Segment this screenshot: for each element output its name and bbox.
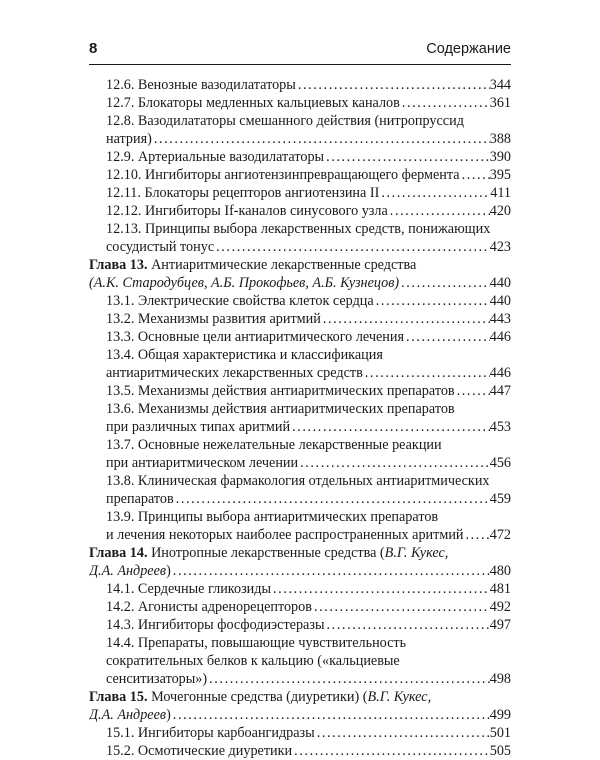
toc-text (106, 202, 388, 220)
toc-title: 14.3. Ингибиторы фосфодиэстеразы (106, 617, 325, 633)
toc-page-number: 446 (489, 365, 511, 381)
toc-page-number: 440 (489, 275, 511, 291)
page-number: 8 (89, 40, 98, 57)
dot-leader (379, 184, 490, 202)
dot-leader (464, 526, 490, 544)
toc-title: 13.6. Механизмы действия антиаритмических препаратов (106, 401, 455, 417)
toc-text (106, 166, 460, 184)
toc-line (89, 112, 511, 130)
toc-section[interactable] (89, 328, 511, 346)
toc-line (89, 94, 511, 112)
toc-title: сосудистый тонус (106, 239, 215, 255)
toc-line (89, 202, 511, 220)
toc-section[interactable] (89, 472, 511, 508)
toc-tail: ) (166, 707, 171, 723)
toc-title: натрия) (106, 131, 152, 147)
toc-chapter[interactable] (89, 544, 511, 580)
toc-title: при антиаритмическом лечении (106, 455, 299, 471)
toc-title: препаратов (106, 491, 174, 507)
toc-page-number: 420 (489, 203, 511, 219)
dot-leader (324, 616, 489, 634)
toc-line (89, 292, 511, 310)
toc-line (89, 670, 511, 688)
dot-leader (292, 742, 490, 760)
toc-title: Антиаритмические лекарственные средства (151, 257, 417, 273)
dot-leader (455, 382, 490, 400)
dot-leader (298, 454, 490, 472)
toc-line (89, 382, 511, 400)
dot-leader (388, 202, 490, 220)
toc-text (106, 76, 296, 94)
toc-line (89, 706, 511, 724)
running-header (89, 40, 511, 64)
toc-tail: ) (166, 563, 171, 579)
toc-title: сенситизаторы») (106, 671, 208, 687)
dot-leader (321, 310, 490, 328)
toc-title: 13.7. Основные нежелательные лекарственные реакции (106, 437, 442, 453)
toc-section[interactable] (89, 166, 511, 184)
toc-page-number: 446 (489, 329, 511, 345)
dot-leader (404, 328, 490, 346)
toc-line (89, 472, 511, 490)
toc-page-number: 388 (489, 131, 511, 147)
toc-authors: В.Г. Кукес, (384, 545, 449, 561)
toc-title: 14.1. Сердечные гликозиды (106, 581, 272, 597)
toc-chapter[interactable] (89, 256, 511, 292)
toc-title: 13.2. Механизмы развития аритмий (106, 311, 321, 327)
toc-title: 14.2. Агонисты адренорецепторов (106, 599, 312, 615)
toc-text (106, 130, 152, 148)
toc-line (89, 364, 511, 382)
toc-line (89, 634, 511, 652)
toc-section[interactable] (89, 310, 511, 328)
toc-line (89, 220, 511, 238)
toc-text (106, 292, 374, 310)
dot-leader (399, 274, 490, 292)
toc-title: 12.6. Венозные вазодилататоры (106, 77, 296, 93)
toc-text (106, 634, 406, 652)
toc-section[interactable] (89, 94, 511, 112)
toc-title: 12.12. Ингибиторы If-каналов синусового узла (106, 203, 388, 219)
toc-page-number: 453 (489, 419, 511, 435)
toc-title: 15.2. Осмотические диуретики (106, 743, 293, 759)
toc-page-number: 505 (489, 743, 511, 759)
toc-section[interactable] (89, 220, 511, 256)
toc-page-number: 390 (489, 149, 511, 165)
toc-title: антиаритмических лекарственных средств (106, 365, 363, 381)
toc-page-number: 501 (489, 725, 511, 741)
toc-title: Инотропные лекарственные средства ( (151, 545, 385, 561)
toc-section[interactable] (89, 436, 511, 472)
toc-text (106, 310, 321, 328)
toc-section[interactable] (89, 400, 511, 436)
toc-line (89, 238, 511, 256)
toc-page-number: 499 (489, 707, 511, 723)
toc-line (89, 490, 511, 508)
toc-page-number: 497 (489, 617, 511, 633)
toc-text (89, 562, 171, 580)
toc-text (106, 238, 214, 256)
dot-leader (460, 166, 490, 184)
toc-text (89, 274, 399, 292)
dot-leader (324, 148, 490, 166)
toc-line (89, 742, 511, 760)
toc-section[interactable] (89, 148, 511, 166)
chapter-label: Глава 13. (89, 257, 148, 273)
toc-line (89, 418, 511, 436)
toc-line (89, 508, 511, 526)
toc-text (106, 364, 363, 382)
toc-title: 15.1. Ингибиторы карбоангидразы (106, 725, 315, 741)
toc-line (89, 544, 511, 562)
chapter-label: Глава 15. (89, 689, 148, 705)
dot-leader (174, 490, 490, 508)
toc-page-number: 411 (490, 185, 511, 201)
toc-title: и лечения некоторых наиболее распространенных аритмий (106, 527, 464, 543)
toc-text (89, 706, 171, 724)
dot-leader (363, 364, 490, 382)
toc-line (89, 166, 511, 184)
toc-text (106, 670, 207, 688)
toc-text (106, 328, 404, 346)
header-rule (89, 64, 511, 65)
toc-text (106, 742, 292, 760)
toc-text (106, 652, 400, 670)
toc-page-number: 498 (489, 671, 511, 687)
toc-text (106, 382, 455, 400)
toc-title: Д.А. Андреев (89, 563, 167, 579)
toc-section[interactable] (89, 508, 511, 544)
toc-title: 13.8. Клиническая фармакология отдельных антиаритмических (106, 473, 490, 489)
toc-title: 13.5. Механизмы действия антиаритмических препаратов (106, 383, 455, 399)
toc-line (89, 400, 511, 418)
dot-leader (214, 238, 490, 256)
toc-title: 12.10. Ингибиторы ангиотензинпревращающего фермента (106, 167, 460, 183)
toc-page-number: 456 (489, 455, 511, 471)
toc-title: (А.К. Стародубцев, А.Б. Прокофьев, А.Б. Кузнецов) (89, 275, 400, 291)
toc-line (89, 328, 511, 346)
toc-title: 13.4. Общая характеристика и классификация (106, 347, 383, 363)
toc-section[interactable] (89, 202, 511, 220)
dot-leader (315, 724, 490, 742)
toc-page-number: 481 (489, 581, 511, 597)
dot-leader (207, 670, 490, 688)
toc-text (106, 436, 442, 454)
toc-line (89, 724, 511, 742)
toc-line (89, 274, 511, 292)
toc-line (89, 454, 511, 472)
toc-page-number: 443 (489, 311, 511, 327)
toc-line (89, 616, 511, 634)
toc-text (106, 220, 490, 238)
toc-text (106, 94, 400, 112)
toc-section[interactable] (89, 598, 511, 616)
dot-leader (312, 598, 490, 616)
toc-line (89, 526, 511, 544)
toc-line (89, 436, 511, 454)
toc-line (89, 130, 511, 148)
toc-text (89, 256, 416, 274)
toc-chapter[interactable] (89, 688, 511, 724)
dot-leader (152, 130, 490, 148)
dot-leader (290, 418, 490, 436)
toc-text (106, 580, 271, 598)
toc-title: 12.7. Блокаторы медленных кальциевых каналов (106, 95, 400, 111)
toc-section[interactable] (89, 76, 511, 94)
toc-line (89, 346, 511, 364)
dot-leader (296, 76, 490, 94)
toc-text (106, 472, 490, 490)
toc-page-number: 423 (489, 239, 511, 255)
toc-title: 14.4. Препараты, повышающие чувствительность (106, 635, 407, 651)
toc-page-number: 440 (489, 293, 511, 309)
toc-text (106, 418, 290, 436)
toc-title: сократительных белков к кальцию («кальциевые (106, 653, 400, 669)
toc-text (106, 112, 464, 130)
toc-page-number: 480 (489, 563, 511, 579)
toc-line (89, 562, 511, 580)
toc-page-number: 459 (489, 491, 511, 507)
section-title: Содержание (426, 41, 511, 57)
toc-text (106, 724, 315, 742)
toc-line (89, 148, 511, 166)
toc-text (89, 688, 431, 706)
toc-text (106, 490, 174, 508)
table-of-contents (89, 76, 511, 760)
toc-section[interactable] (89, 292, 511, 310)
dot-leader (400, 94, 490, 112)
toc-text (106, 346, 383, 364)
toc-section[interactable] (89, 742, 511, 760)
toc-section[interactable] (89, 724, 511, 742)
toc-text (106, 148, 324, 166)
toc-text (106, 526, 464, 544)
toc-text (106, 454, 298, 472)
toc-text (106, 598, 312, 616)
toc-line (89, 184, 511, 202)
toc-title: 13.3. Основные цели антиаритмического лечения (106, 329, 404, 345)
dot-leader (171, 706, 490, 724)
dot-leader (374, 292, 490, 310)
toc-section[interactable] (89, 616, 511, 634)
toc-page-number: 344 (489, 77, 511, 93)
toc-title: Д.А. Андреев (89, 707, 167, 723)
toc-section[interactable] (89, 382, 511, 400)
toc-section[interactable] (89, 184, 511, 202)
toc-title: при различных типах аритмий (106, 419, 291, 435)
toc-section[interactable] (89, 580, 511, 598)
toc-title: 12.13. Принципы выбора лекарственных средств, понижающих (106, 221, 491, 237)
toc-section[interactable] (89, 634, 511, 688)
toc-page-number: 447 (489, 383, 511, 399)
toc-authors: В.Г. Кукес, (367, 689, 432, 705)
toc-title: 13.1. Электрические свойства клеток сердца (106, 293, 374, 309)
toc-text (106, 400, 455, 418)
toc-text (89, 544, 448, 562)
toc-line (89, 580, 511, 598)
toc-line (89, 688, 511, 706)
toc-text (106, 616, 324, 634)
toc-title: 13.9. Принципы выбора антиаритмических препаратов (106, 509, 439, 525)
toc-section[interactable] (89, 346, 511, 382)
dot-leader (271, 580, 490, 598)
toc-section[interactable] (89, 112, 511, 148)
toc-page-number: 361 (489, 95, 511, 111)
toc-text (106, 508, 438, 526)
toc-line (89, 598, 511, 616)
toc-line (89, 310, 511, 328)
toc-title: 12.11. Блокаторы рецепторов ангиотензина II (106, 185, 380, 201)
toc-title: 12.8. Вазодилататоры смешанного действия (нитропруссид (106, 113, 464, 129)
toc-text (106, 184, 379, 202)
dot-leader (171, 562, 490, 580)
toc-title: Мочегонные средства (диуретики) ( (151, 689, 368, 705)
toc-line (89, 256, 511, 274)
toc-title: 12.9. Артериальные вазодилататоры (106, 149, 325, 165)
toc-page-number: 492 (489, 599, 511, 615)
chapter-label: Глава 14. (89, 545, 148, 561)
toc-line (89, 76, 511, 94)
toc-page-number: 395 (489, 167, 511, 183)
toc-line (89, 652, 511, 670)
toc-page-number: 472 (489, 527, 511, 543)
